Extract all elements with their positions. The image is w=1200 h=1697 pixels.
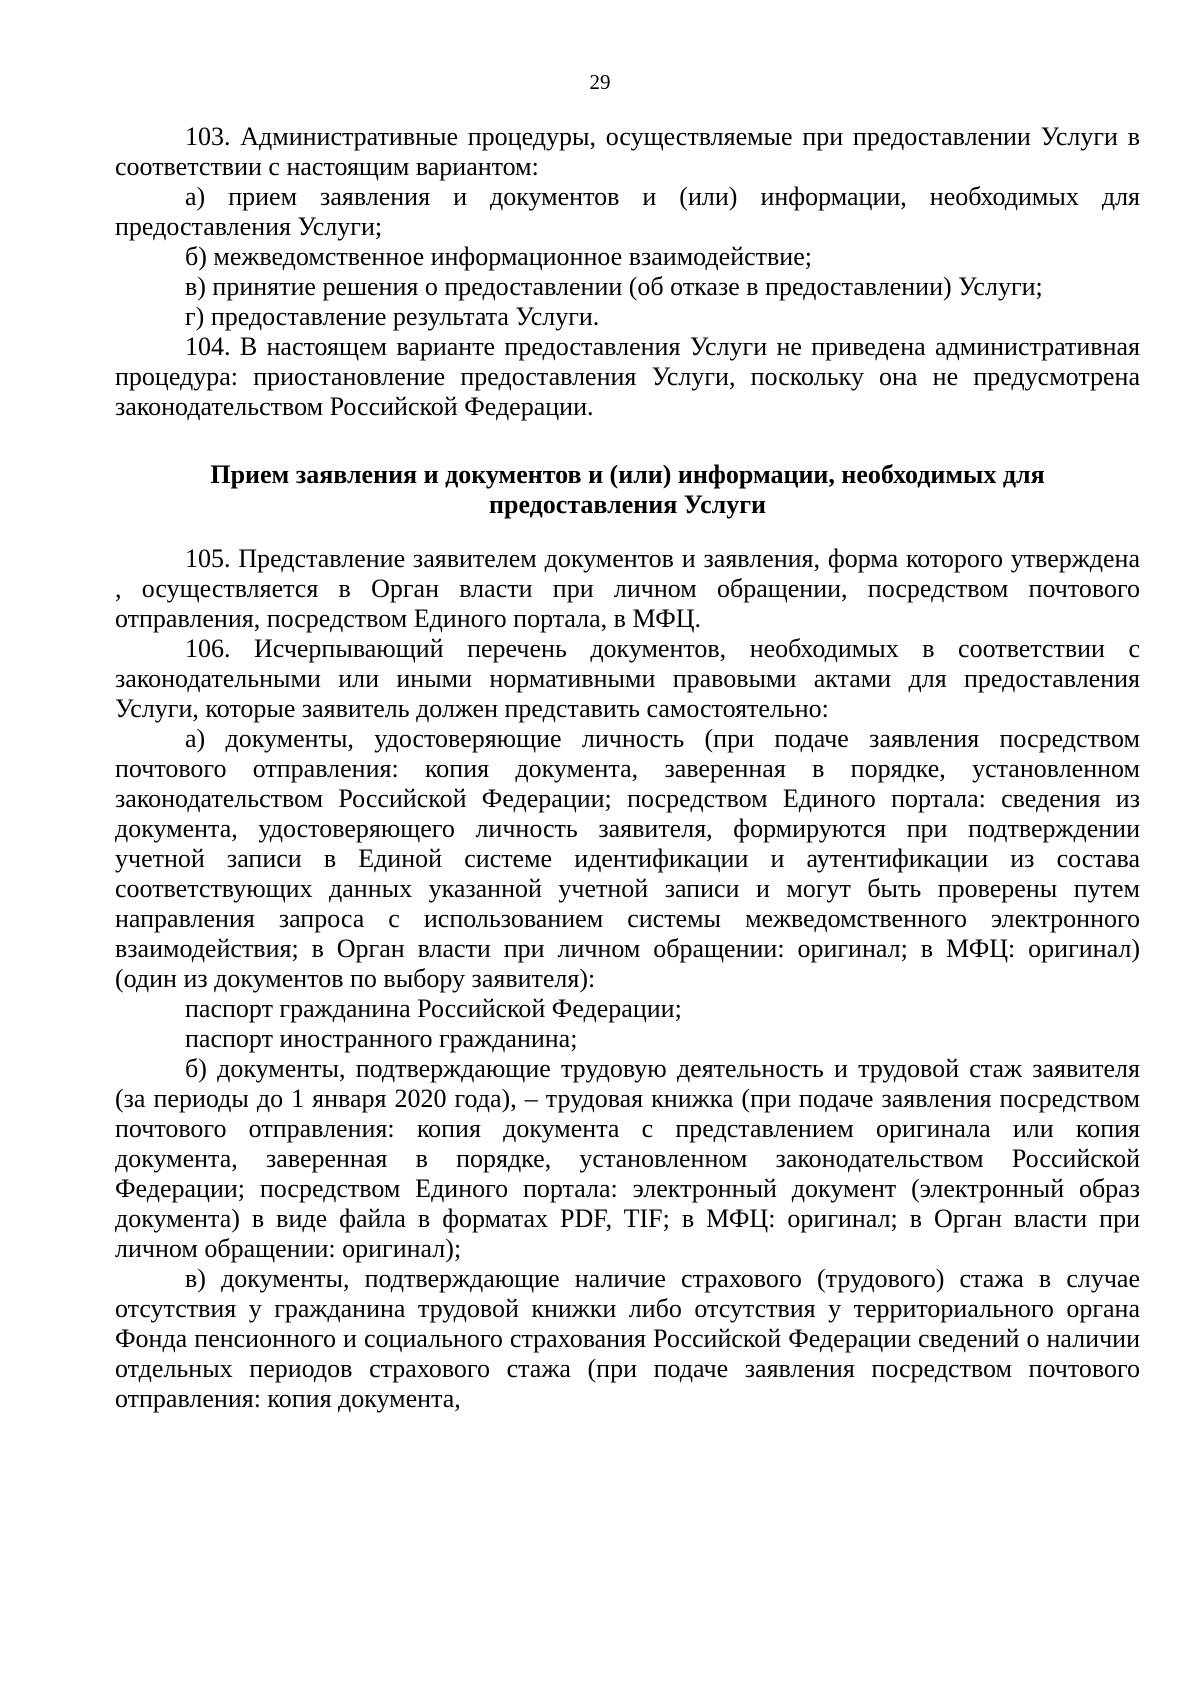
list-item-passport-foreign: паспорт иностранного гражданина; [185, 1024, 578, 1053]
list-item-v-insurance: в) документы, подтверждающие наличие страхового (трудового) стажа в случае отсутствия у гражданина трудовой книжки либо отсутствия у территориального органа Фонда пенсионного и социального страхования Российской Федерации сведений о наличии отдельных периодов страхового стажа (при подаче заявления посредством почтового отправления: копия документа, [115, 1264, 1140, 1413]
section-heading-line-1: Прием заявления и документов и (или) информации, необходимых для [210, 460, 1045, 489]
documents-section [115, 544, 1140, 1414]
paragraph-105: 105. Представление заявителем документов и заявления, форма которого утверждена , осуществляется в Орган власти при личном обращении, посредством почтового отправления, посредством Единого портала, в МФЦ. [115, 544, 1140, 633]
page-number: 29 [589, 70, 611, 94]
list-item-a-identity: а) документы, удостоверяющие личность (при подаче заявления посредством почтового отправления: копия документа, заверенная в порядке, установленном законодательством Российской Федерации; посредством Единого портала: сведения из документа, удостоверяющего личность заявителя, формируются при подтверждении учетной записи в Единой системе идентификации и аутентификации из состава соответствующих данных указанной учетной записи и могут быть проверены путем направления запроса с использованием системы межведомственного электронного взаимодействия; в Орган власти при личном обращении: оригинал; в МФЦ: оригинал) (один из документов по выбору заявителя): [115, 724, 1140, 993]
list-item-passport-rf: паспорт гражданина Российской Федерации; [185, 994, 682, 1023]
list-item-a: а) прием заявления и документов и (или) информации, необходимых для предоставления Услуги; [115, 182, 1140, 241]
list-item-v: в) принятие решения о предоставлении (об отказе в предоставлении) Услуги; [185, 272, 1043, 301]
section-heading [115, 460, 1140, 520]
list-item-b-labor: б) документы, подтверждающие трудовую деятельность и трудовой стаж заявителя (за периоды до 1 января 2020 года), – трудовая книжка (при подаче заявления посредством почтового отправления: копия документа с представлением оригинала или копия документа, заверенная в порядке, установленном законодательством Российской Федерации; посредством Единого портала: электронный документ (электронный образ документа) в виде файла в форматах PDF, TIF; в МФЦ: оригинал; в Орган власти при личном обращении: оригинал); [115, 1054, 1140, 1263]
paragraph-103: 103. Административные процедуры, осуществляемые при предоставлении Услуги в соответствии с настоящим вариантом: [115, 122, 1140, 181]
procedures-section [115, 122, 1140, 422]
list-item-g: г) предоставление результата Услуги. [185, 302, 600, 331]
paragraph-106: 106. Исчерпывающий перечень документов, необходимых в соответствии с законодательными или иными нормативными правовыми актами для предоставления Услуги, которые заявитель должен представить самостоятельно: [115, 634, 1140, 723]
section-heading-line-2: предоставления Услуги [489, 490, 766, 519]
list-item-b: б) межведомственное информационное взаимодействие; [185, 242, 812, 271]
paragraph-104: 104. В настоящем варианте предоставления Услуги не приведена административная процедура: приостановление предоставления Услуги, поскольку она не предусмотрена законодательством Российской Федерации. [115, 332, 1140, 421]
